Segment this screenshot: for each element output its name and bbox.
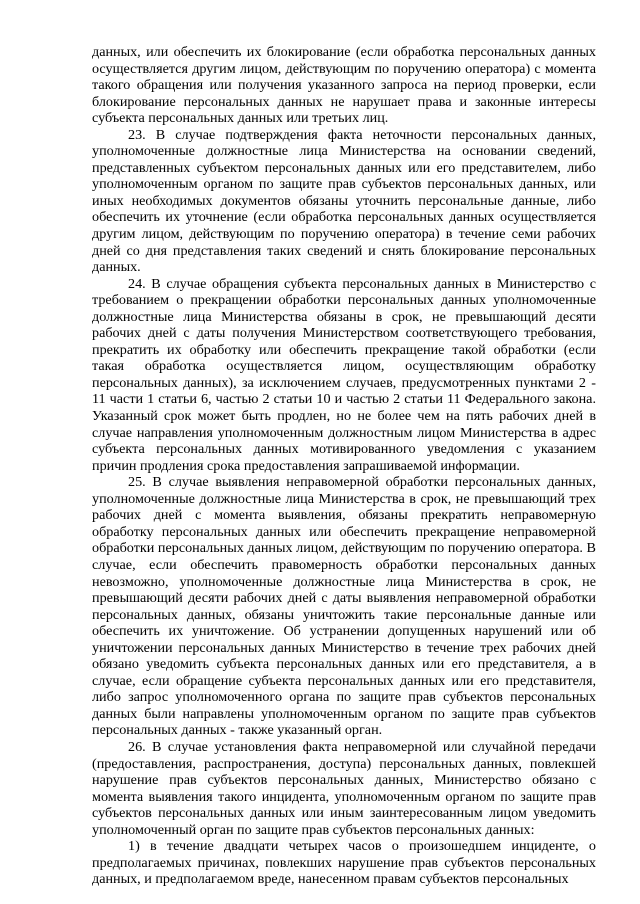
paragraph-continuation: данных, или обеспечить их блокирование (если обработка персональных данных осуществляется другим лицом, действующим по поручению оператора) с момента такого обращения или получения указанного запроса на период проверки, если блокирование персональных данных не нарушает права и законные интересы субъекта персональных данных или третьих лиц.	[92, 44, 596, 127]
paragraph-25: 25. В случае выявления неправомерной обработки персональных данных, уполномоченные должностные лица Министерства в срок, не превышающий трех рабочих дней с момента выявления, обязаны прекратить неправомерную обработку персональных данных или обеспечить прекращение неправомерной обработки персональных данных лицом, действующим по поручению оператора. В случае, если обеспечить правомерность обработки персональных данных невозможно, уполномоченные должностные лица Министерства в срок, не превышающий десяти рабочих дней с даты выявления неправомерной обработки персональных данных, обязаны уничтожить такие персональные данные или обеспечить их уничтожение. Об устранении допущенных нарушений или об уничтожении персональных данных Министерство в течение трех рабочих дней обязано уведомить субъекта персональных данных или его представителя, а в случае, если обращение субъекта персональных данных или его представителя, либо запрос уполномоченного органа по защите прав субъектов персональных данных были направлены уполномоченным органом по защите прав субъектов персональных данных - также указанный орган.	[92, 474, 596, 739]
paragraph-26: 26. В случае установления факта неправомерной или случайной передачи (предоставления, распространения, доступа) персональных данных, повлекшей нарушение прав субъектов персональных данных, Министерство обязано с момента выявления такого инцидента, уполномоченным органом по защите прав субъектов персональных данных или иным заинтересованным лицом уведомить уполномоченный орган по защите прав субъектов персональных данных:	[92, 738, 596, 838]
paragraph-26-item-1: 1) в течение двадцати четырех часов о произошедшем инциденте, о предполагаемых причинах, повлекших нарушение прав субъектов персональных данных, и предполагаемом вреде, нанесенном правам субъектов персональных	[92, 838, 596, 888]
paragraph-24: 24. В случае обращения субъекта персональных данных в Министерство с требованием о прекращении обработки персональных данных уполномоченные должностные лица Министерства обязаны в срок, не превышающий десяти рабочих дней с даты получения Министерством соответствующего требования, прекратить их обработку или обеспечить прекращение такой обработки (если такая обработка осуществляется лицом, осуществляющим обработку персональных данных), за исключением случаев, предусмотренных пунктами 2 - 11 части 1 статьи 6, частью 2 статьи 10 и частью 2 статьи 11 Федерального закона. Указанный срок может быть продлен, но не более чем на пять рабочих дней в случае направления уполномоченным должностным лицом Министерства в адрес субъекта персональных данных мотивированного уведомления с указанием причин продления срока предоставления запрашиваемой информации.	[92, 275, 596, 474]
paragraph-23: 23. В случае подтверждения факта неточности персональных данных, уполномоченные должностные лица Министерства на основании сведений, представленных субъектом персональных данных или его представителем, либо уполномоченным органом по защите прав субъектов персональных данных, или иных необходимых документов обязаны уточнить персональные данные, либо обеспечить их уточнение (если обработка персональных данных осуществляется другим лицом, действующим по поручению оператора) в течение семи рабочих дней со дня представления таких сведений и снять блокирование персональных данных.	[92, 126, 596, 276]
document-body	[92, 44, 596, 888]
